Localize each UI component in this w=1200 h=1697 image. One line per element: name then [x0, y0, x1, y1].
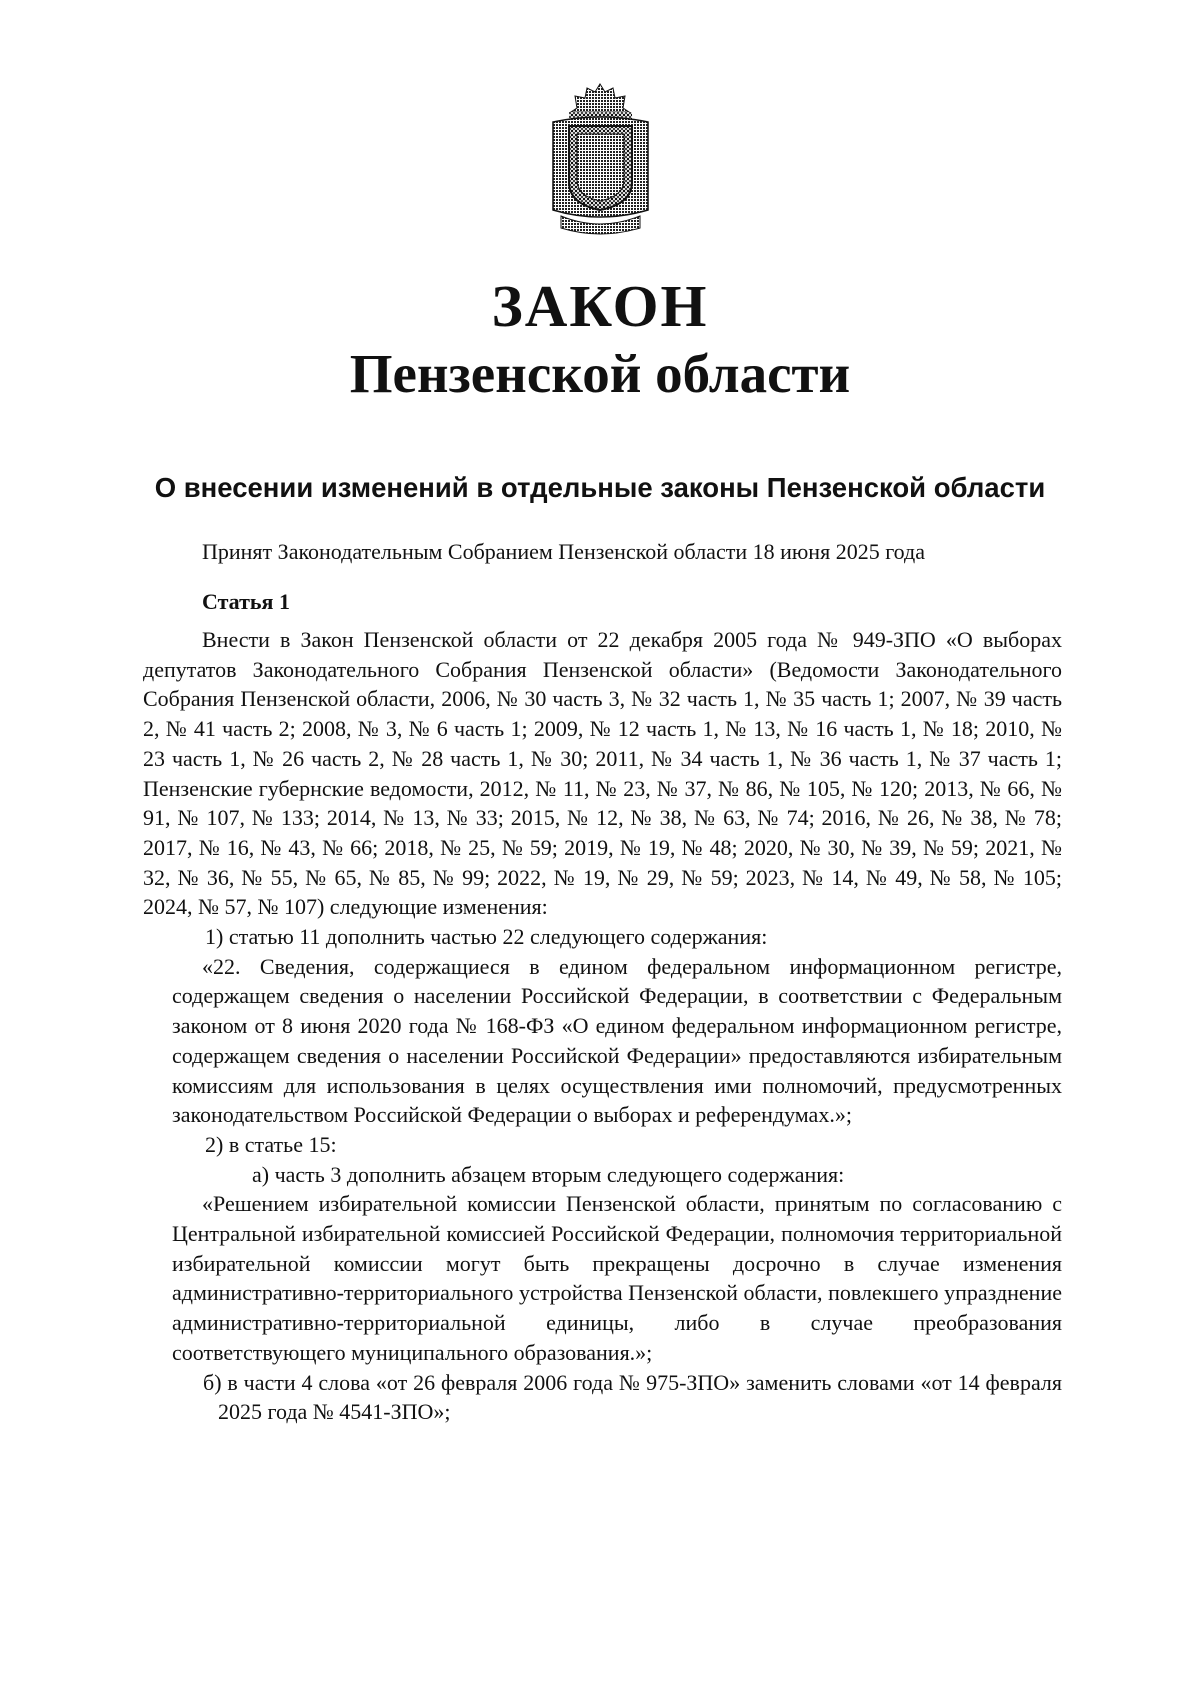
adoption-note: Принят Законодательным Собранием Пензенской области 18 июня 2025 года	[202, 539, 925, 564]
article-intro-paragraph: Внести в Закон Пензенской области от 22 декабря 2005 года № 949-ЗПО «О выборах депутатов Законодательного Собрания Пензенской области» (Ведомости Законодательного Собрания Пензенской области, 2006, № 30 часть 3, № 32 часть 1, № 35 часть 1; 2007, № 39 часть 2, № 41 часть 2; 2008, № 3, № 6 часть 1; 2009, № 12 часть 1, № 13, № 16 часть 1, № 18; 2010, № 23 часть 1, № 26 часть 2, № 28 часть 1, № 30; 2011, № 34 часть 1, № 36 часть 1, № 37 часть 1; Пензенские губернские ведомости, 2012, № 11, № 23, № 37, № 86, № 105, № 120; 2013, № 66, № 91, № 107, № 133; 2014, № 13, № 33; 2015, № 12, № 38, № 63, № 74; 2016, № 26, № 38, № 78; 2017, № 16, № 43, № 66; 2018, № 25, № 59; 2019, № 19, № 48; 2020, № 30, № 39, № 59; 2021, № 32, № 36, № 55, № 65, № 85, № 99; 2022, № 19, № 29, № 59; 2023, № 14, № 49, № 58, № 105; 2024, № 57, № 107) следующие изменения:	[143, 627, 1062, 920]
law-subject: О внесении изменений в отдельные законы Пензенской области	[154, 472, 1046, 503]
article-heading: Статья 1	[202, 589, 290, 614]
law-title: ЗАКОН	[491, 273, 709, 339]
item-2: 2) в статье 15:	[205, 1131, 337, 1157]
article-body	[143, 625, 1062, 1427]
item-2a-quoted-text: «Решением избирательной комиссии Пензенской области, принятым по согласованию с Центральной избирательной комиссией Российской Федерации, полномочия территориальной избирательной комиссии могут быть прекращены досрочно в случае изменения административно-территориального устройства Пензенской области, повлекшего упразднение административно-территориальной единицы, либо в случае преобразования соответствующего муниципального образования.»;	[172, 1191, 1062, 1365]
item-1-quoted-text: «22. Сведения, содержащиеся в едином федеральном информационном регистре, содержащем сведения о населении Российской Федерации, в соответствии с Федеральным законом от 8 июня 2020 года № 168-ФЗ «О едином федеральном информационном регистре, содержащем сведения о населении Российской Федерации» предоставляются избирательным комиссиям для использования в целях осуществления ими полномочий, предусмотренных законодательством Российской Федерации о выборах и референдумах.»;	[172, 953, 1062, 1128]
item-2a: а) часть 3 дополнить абзацем вторым следующего содержания:	[252, 1161, 845, 1187]
item-2b: б) в части 4 слова «от 26 февраля 2006 года № 975-ЗПО» заменить словами «от 14 февраля 2025 года № 4541-ЗПО»;	[203, 1369, 1062, 1425]
item-1: 1) статью 11 дополнить частью 22 следующего содержания:	[205, 924, 768, 950]
region-title: Пензенской области	[349, 343, 851, 404]
coat-of-arms-emblem	[547, 82, 654, 238]
